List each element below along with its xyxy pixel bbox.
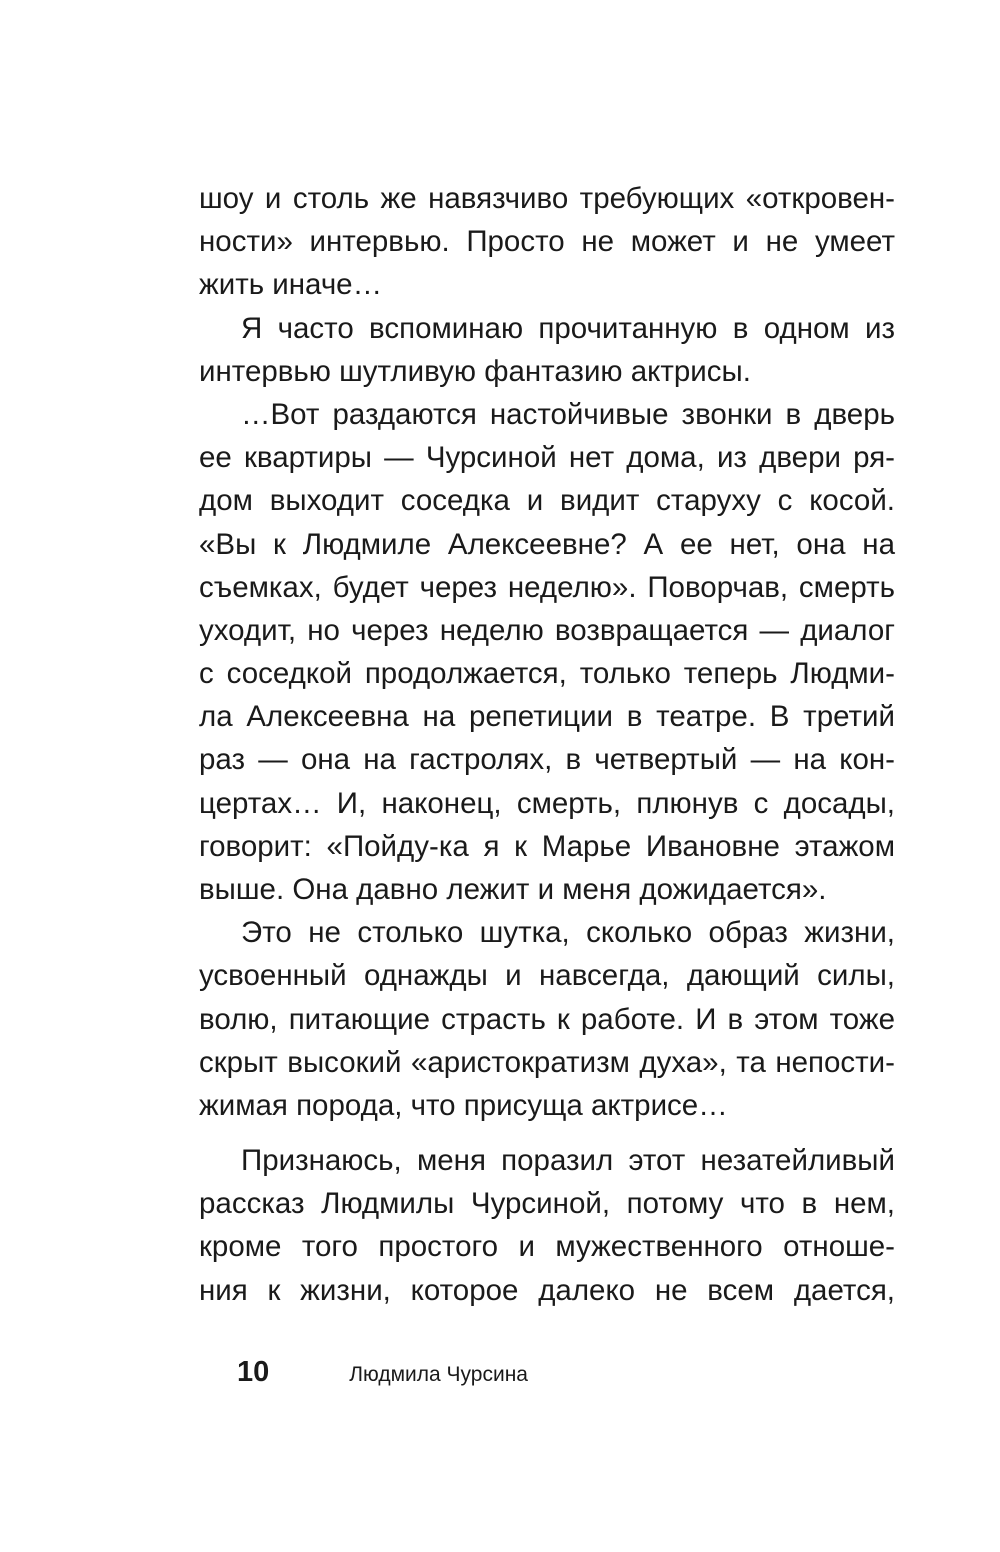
text-line: раз — она на гастролях, в четвертый — на кон-: [199, 743, 895, 777]
text-line: Признаюсь, меня поразил этот незатейливый: [241, 1144, 895, 1177]
text-line: съемках, будет через неделю». Поворчав, смерть: [199, 570, 895, 604]
text-line: усвоенный однажды и навсегда, дающий силы,: [199, 959, 895, 993]
text-line: волю, питающие страсть к работе. И в этом тоже: [199, 1002, 895, 1036]
main-text-continued: [199, 1139, 895, 1312]
text-line: Я часто вспоминаю прочитанную в одном из: [241, 311, 895, 345]
text-line: …Вот раздаются настойчивые звонки в дверь: [241, 397, 895, 431]
text-line: Это не столько шутка, сколько образ жизни,: [241, 916, 895, 950]
running-head: Людмила Чурсина: [349, 1363, 528, 1386]
text-line: кроме того простого и мужественного отноше-: [199, 1230, 895, 1264]
text-line: с соседкой продолжается, только теперь Людми-: [199, 657, 895, 691]
text-line: жить иначе…: [199, 268, 383, 302]
text-line: ния к жизни, которое далеко не всем дается,: [199, 1273, 895, 1307]
page-footer: [237, 1356, 528, 1396]
text-line: дом выходит соседка и видит старуху с косой.: [199, 484, 895, 518]
text-line: рассказ Людмилы Чурсиной, потому что в нем,: [199, 1187, 895, 1221]
main-text: [199, 177, 895, 1127]
text-line: ее квартиры — Чурсиной нет дома, из двери ря-: [199, 441, 895, 475]
text-line: выше. Она давно лежит и меня дожидается».: [199, 873, 827, 906]
text-line: ности» интервью. Просто не может и не умеет: [199, 225, 895, 259]
text-line: уходит, но через неделю возвращается — диалог: [199, 613, 895, 647]
text-line: интервью шутливую фантазию актрисы.: [199, 354, 751, 388]
text-line: скрыт высокий «аристократизм духа», та непости-: [199, 1045, 895, 1079]
text-line: жимая порода, что присуща актрисе…: [199, 1088, 728, 1122]
text-line: «Вы к Людмиле Алексеевне? А ее нет, она на: [199, 527, 895, 561]
page-number: 10: [237, 1356, 270, 1388]
text-line: ла Алексеевна на репетиции в театре. В третий: [199, 700, 895, 734]
text-line: говорит: «Пойду-ка я к Марье Ивановне этажом: [199, 829, 895, 863]
text-line: шоу и столь же навязчиво требующих «откровен-: [199, 182, 895, 215]
text-line: цертах… И, наконец, смерть, плюнув с досады,: [199, 786, 895, 820]
